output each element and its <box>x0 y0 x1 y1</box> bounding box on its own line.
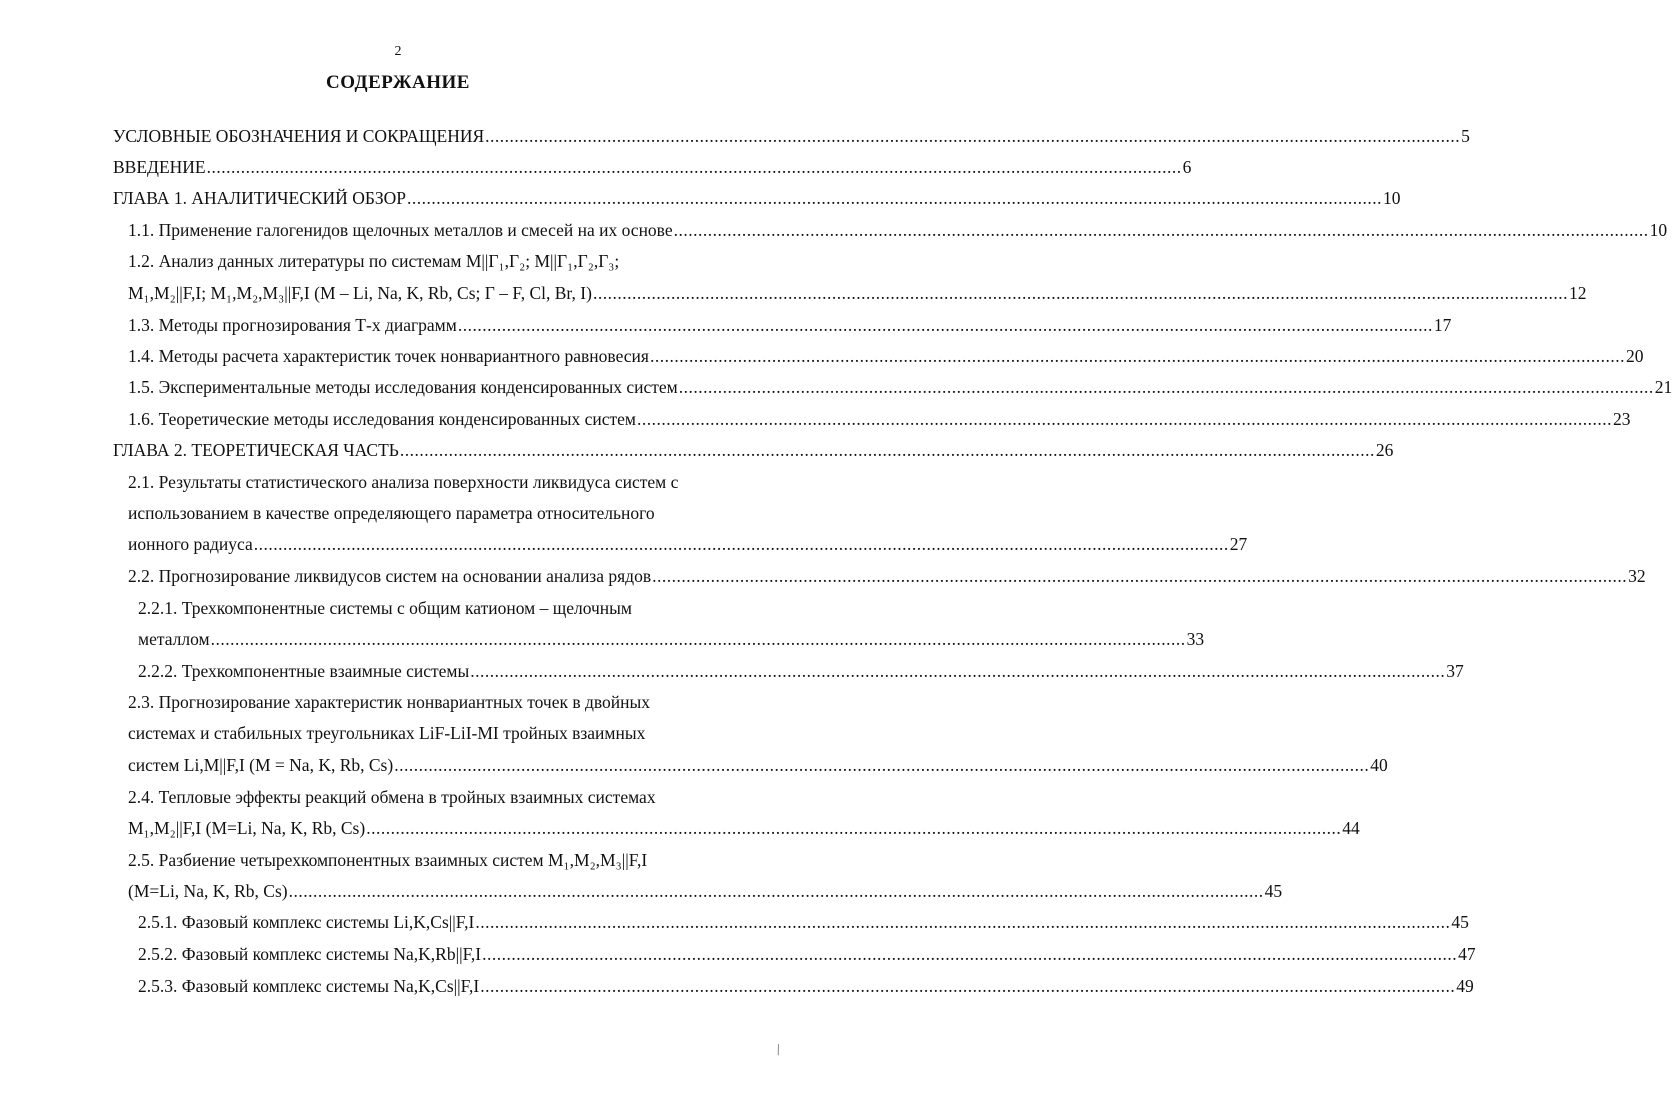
toc-entry-text: УСЛОВНЫЕ ОБОЗНАЧЕНИЯ И СОКРАЩЕНИЯ <box>113 126 485 146</box>
toc-entry <box>128 784 738 810</box>
toc-entry: 2.5.3. Фазовый комплекс системы Na,K,Cs||F,I ........................................................................................................................................................................................................ 49 <box>138 973 738 999</box>
toc-entry-page: 23 <box>1613 409 1631 429</box>
toc-entry-text: 1.6. Теоретические методы исследования конденсированных систем <box>128 409 636 429</box>
toc-entry-text: 2.3. Прогнозирование характеристик нонвариантных точек в двойных <box>128 692 651 712</box>
toc-entry-text: 2.4. Тепловые эффекты реакций обмена в тройных взаимных системах <box>128 787 656 807</box>
toc-entry-text: 1.3. Методы прогнозирования Т-х диаграмм <box>128 315 457 335</box>
toc-entry-text: систем Li,M||F,I (M = Na, K, Rb, Cs) <box>128 755 394 775</box>
toc-entry: ионного радиуса ........................................................................................................................................................................................................ 27 <box>128 531 738 557</box>
toc-entry: 2.5.1. Фазовый комплекс системы Li,K,Cs||F,I ........................................................................................................................................................................................................ 45 <box>138 909 738 935</box>
toc-entry-page: 37 <box>1446 661 1464 681</box>
toc-entry <box>128 720 738 746</box>
toc-entry-text: системах и стабильных треугольниках LiF-LiI-MI тройных взаимных <box>128 723 646 743</box>
toc-entry: 1.1. Применение галогенидов щелочных металлов и смесей на их основе ........................................................................................................................................................................................................ 10 <box>128 217 738 243</box>
toc-entry <box>128 469 738 495</box>
toc-entry-text: 2.2. Прогнозирование ликвидусов систем на основании анализа рядов <box>128 566 652 586</box>
toc-entry-page: 26 <box>1375 440 1394 460</box>
toc-entry-text: 2.2.2. Трехкомпонентные взаимные системы <box>138 661 470 681</box>
toc-entry <box>138 595 738 621</box>
toc-entry-text: 2.5.3. Фазовый комплекс системы Na,K,Cs||F,I <box>138 976 480 996</box>
toc-entry: 2.2.2. Трехкомпонентные взаимные системы ........................................................................................................................................................................................................ 37 <box>138 658 738 684</box>
toc-entry: ВВЕДЕНИЕ ........................................................................................................................................................................................................ 6 <box>113 154 738 180</box>
toc-entry-text: 1.4. Методы расчета характеристик точек нонвариантного равновесия <box>128 346 649 366</box>
page-number: 2 <box>394 44 402 59</box>
toc-entry-text: 1.5. Экспериментальные методы исследования конденсированных систем <box>128 377 678 397</box>
toc-entry-text: 2.1. Результаты статистического анализа поверхности ликвидуса систем с <box>128 472 679 492</box>
pen-mark-icon: ⁄ <box>773 1043 785 1058</box>
toc-entry: 1.4. Методы расчета характеристик точек нонвариантного равновесия ........................................................................................................................................................................................................ 20 <box>128 343 738 369</box>
toc-entry: ГЛАВА 1. АНАЛИТИЧЕСКИЙ ОБЗОР ........................................................................................................................................................................................................ 10 <box>113 185 738 211</box>
toc-entry: 1.6. Теоретические методы исследования конденсированных систем ........................................................................................................................................................................................................ 23 <box>128 406 738 432</box>
toc-entry-text: 2.5.2. Фазовый комплекс системы Na,K,Rb||F,I <box>138 944 482 964</box>
toc-entry-text: 2.5. Разбиение четырехкомпонентных взаимных систем M₁,M₂,M₃||F,I <box>128 850 648 870</box>
toc-entry-page: 27 <box>1229 534 1248 554</box>
toc-entry <box>128 689 738 715</box>
toc-entry-page: 12 <box>1568 283 1587 303</box>
toc-entry: 2.5.2. Фазовый комплекс системы Na,K,Rb||F,I ........................................................................................................................................................................................................ 47 <box>138 941 738 967</box>
toc-entry-page: 10 <box>1649 220 1668 240</box>
toc-entry: (M=Li, Na, K, Rb, Cs) ........................................................................................................................................................................................................ 45 <box>128 878 738 904</box>
toc-entry-page: 21 <box>1654 377 1672 397</box>
toc-entry: ГЛАВА 2. ТЕОРЕТИЧЕСКАЯ ЧАСТЬ ........................................................................................................................................................................................................ 26 <box>113 437 738 463</box>
toc-entry-text: (M=Li, Na, K, Rb, Cs) <box>128 881 288 901</box>
toc-entry-text: 2.2.1. Трехкомпонентные системы с общим катионом – щелочным <box>138 598 632 618</box>
toc-entry-page: 10 <box>1383 188 1401 208</box>
toc-entry-page: 17 <box>1433 315 1452 335</box>
toc-entry-text: ГЛАВА 2. ТЕОРЕТИЧЕСКАЯ ЧАСТЬ <box>113 440 399 460</box>
toc-entry: M₁,M₂||F,I; M₁,M₂,M₃||F,I (M – Li, Na, K, Rb, Cs; Г – F, Cl, Br, I) ........................................................................................................................................................................................................ 12 <box>128 280 738 306</box>
toc-entry: 1.5. Экспериментальные методы исследования конденсированных систем ........................................................................................................................................................................................................ 21 <box>128 374 738 400</box>
toc-entry-page: 45 <box>1451 912 1469 932</box>
toc-entry-page: 45 <box>1264 881 1283 901</box>
toc-entry: УСЛОВНЫЕ ОБОЗНАЧЕНИЯ И СОКРАЩЕНИЯ ........................................................................................................................................................................................................ 5 <box>113 123 738 149</box>
toc-entry <box>128 248 738 274</box>
toc-entry <box>128 847 738 873</box>
toc-entry-page: 33 <box>1186 629 1205 649</box>
page-title: СОДЕРЖАНИЕ <box>326 72 470 93</box>
toc-entry-page: 49 <box>1456 976 1474 996</box>
toc-entry: систем Li,M||F,I (M = Na, K, Rb, Cs) ........................................................................................................................................................................................................ 40 <box>128 752 738 778</box>
toc-entry-page: 44 <box>1342 818 1360 838</box>
toc-entry-text: 1.2. Анализ данных литературы по системам M||Г₁,Г₂; M||Г₁,Г₂,Г₃; <box>128 251 620 271</box>
toc-entry-text: ВВЕДЕНИЕ <box>113 157 206 177</box>
toc-entry-text: ионного радиуса <box>128 534 253 554</box>
toc-entry-page: 32 <box>1628 566 1646 586</box>
toc-entry-text: 1.1. Применение галогенидов щелочных металлов и смесей на их основе <box>128 220 673 240</box>
toc-entry: 2.2. Прогнозирование ликвидусов систем на основании анализа рядов ........................................................................................................................................................................................................ 32 <box>128 563 738 589</box>
toc-entry: металлом ........................................................................................................................................................................................................ 33 <box>138 626 738 652</box>
toc-entry-text: использованием в качестве определяющего параметра относительного <box>128 503 655 523</box>
toc-entry-text: 2.5.1. Фазовый комплекс системы Li,K,Cs||F,I <box>138 912 475 932</box>
toc-entry-text: ГЛАВА 1. АНАЛИТИЧЕСКИЙ ОБЗОР <box>113 188 407 208</box>
toc-entry-page: 47 <box>1458 944 1476 964</box>
toc-entry: M₁,M₂||F,I (M=Li, Na, K, Rb, Cs) ........................................................................................................................................................................................................ 44 <box>128 815 738 841</box>
toc-entry: 1.3. Методы прогнозирования Т-х диаграмм ........................................................................................................................................................................................................ 17 <box>128 312 738 338</box>
toc-entry-page: 20 <box>1625 346 1644 366</box>
toc-entry-page: 6 <box>1182 157 1192 177</box>
toc-entry-page: 40 <box>1370 755 1388 775</box>
toc-entry <box>128 500 738 526</box>
toc-entry-text: металлом <box>138 629 210 649</box>
toc-entry-page: 5 <box>1461 126 1470 146</box>
toc-entry-text: M₁,M₂||F,I (M=Li, Na, K, Rb, Cs) <box>128 818 366 838</box>
toc-entry-text: M₁,M₂||F,I; M₁,M₂,M₃||F,I (M – Li, Na, K, Rb, Cs; Г – F, Cl, Br, I) <box>128 283 592 303</box>
